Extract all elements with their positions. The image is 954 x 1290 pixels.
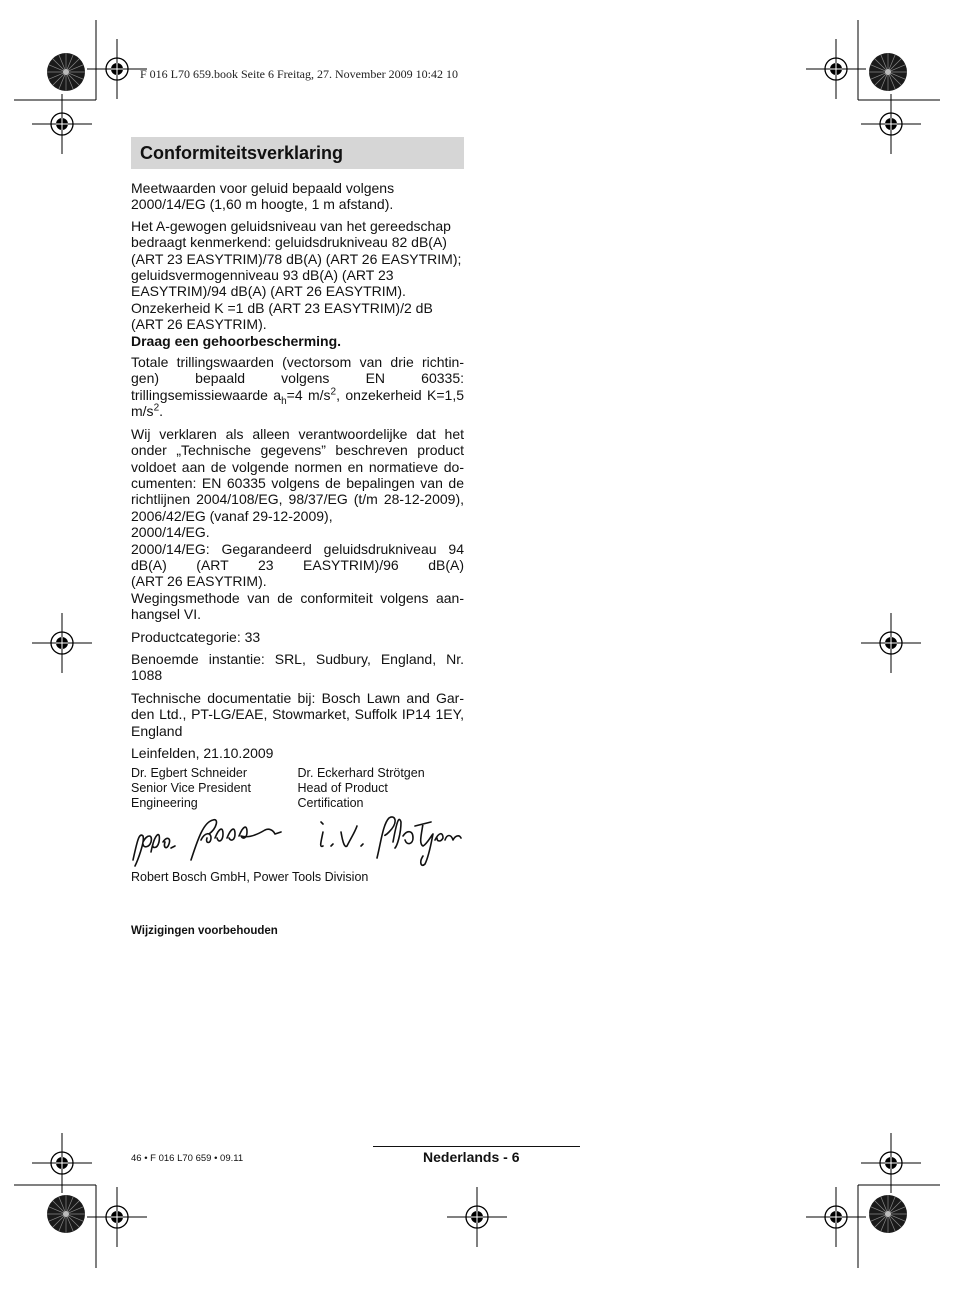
paragraph-noise-measurement: Meetwaarden voor geluid bepaald volgens 2000/14/EG (1,60 m hoogte, 1 m afstand).	[131, 180, 395, 213]
signatory-2-role: Head of Product	[297, 781, 388, 795]
signatory-2-name: Dr. Eckerhard Strötgen	[297, 766, 425, 781]
signatory-1-role: Senior Vice President	[131, 781, 251, 795]
vibration-uncertainty: , onzekerheid K=1,5 m/s	[131, 386, 464, 420]
declaration-text-last: 2000/14/EG.	[131, 524, 210, 541]
declaration-text: Wij verklaren als alleen verantwoordelijke dat het onder „Technische gegevens” beschreven product voldoet aan de volgende normen en normatieve do-cumenten: EN 60335 volgens de bepalingen van de richtlijnen 2004/108/EG, 98/37/EG (t/m 28-12-2009), 2006/42/EG (vanaf 29-12-2009),	[131, 425, 464, 524]
paragraph-declaration	[131, 426, 464, 623]
footer-language-page: Nederlands - 6	[423, 1149, 520, 1165]
vibration-sup-1: 2	[330, 386, 337, 398]
paragraph-technical-documentation: Technische documentatie bij: Bosch Lawn and Gar-den Ltd., PT-LG/EAE, Stowmarket, Suffolk IP14 1EY, England	[131, 689, 464, 739]
vibration-value: =4 m/s	[286, 386, 331, 403]
paragraph-place-date: Leinfelden, 21.10.2009	[131, 745, 274, 761]
paragraph-vibration	[131, 354, 464, 420]
sound-levels-text: Het A-gewogen geluidsniveau van het gereedschap bedraagt kenmerkend: geluidsdrukniveau 82 dB(A) (ART 23 EASYTRIM)/78 dB(A) (ART 26 EASYTRIM); geluidsvermogenniveau 93 dB(A) (ART 23 EASYTRIM)/94 dB(A) (ART 26 EASYTRIM). Onzekerheid K =1 dB (ART 23 EASYTRIM)/2 dB (ART 26 EASYTRIM).	[131, 217, 462, 333]
vibration-subscript: h	[281, 395, 287, 407]
footer-rule	[373, 1146, 580, 1147]
signatories	[131, 766, 464, 810]
company-name: Robert Bosch GmbH, Power Tools Division	[131, 870, 369, 885]
vibration-text: Totale trillingswaarden (vectorsom van drie richtin-gen) bepaald volgens EN 60335: trillingsemissiewaarde a	[131, 354, 464, 403]
signatory-2-department: Certification	[297, 795, 364, 810]
hearing-protection-warning: Draag een gehoorbescherming.	[131, 332, 342, 349]
signature-image	[131, 812, 464, 870]
signatory-2	[298, 766, 465, 810]
guaranteed-level-text: 2000/14/EG: Gegarandeerd geluidsdrukniveau 94 dB(A) (ART 23 EASYTRIM)/96 dB(A)	[131, 540, 464, 573]
changes-reserved-note: Wijzigingen voorbehouden	[131, 925, 278, 937]
weighting-method-text: Wegingsmethode van de conformiteit volgens aan-hangsel VI.	[131, 589, 464, 623]
handwritten-signatures	[131, 812, 464, 870]
footer-document-code: 46 • F 016 L70 659 • 09.11	[131, 1153, 244, 1164]
vibration-sup-2: 2	[153, 402, 160, 414]
declaration-column	[131, 137, 464, 884]
paragraph-notified-body: Benoemde instantie: SRL, Sudbury, England, Nr. 1088	[131, 650, 464, 684]
guaranteed-level-last: (ART 26 EASYTRIM).	[131, 573, 267, 590]
paragraph-product-category: Productcategorie: 33	[131, 628, 261, 645]
signatory-1	[131, 766, 298, 810]
section-title: Conformiteitsverklaring	[131, 137, 464, 169]
signatory-1-department: Engineering	[131, 795, 198, 810]
vibration-end: .	[159, 403, 164, 420]
book-header: F 016 L70 659.book Seite 6 Freitag, 27. November 2009 10:42 10	[140, 67, 458, 81]
signatory-1-name: Dr. Egbert Schneider	[131, 766, 248, 781]
paragraph-sound-levels	[131, 218, 464, 349]
